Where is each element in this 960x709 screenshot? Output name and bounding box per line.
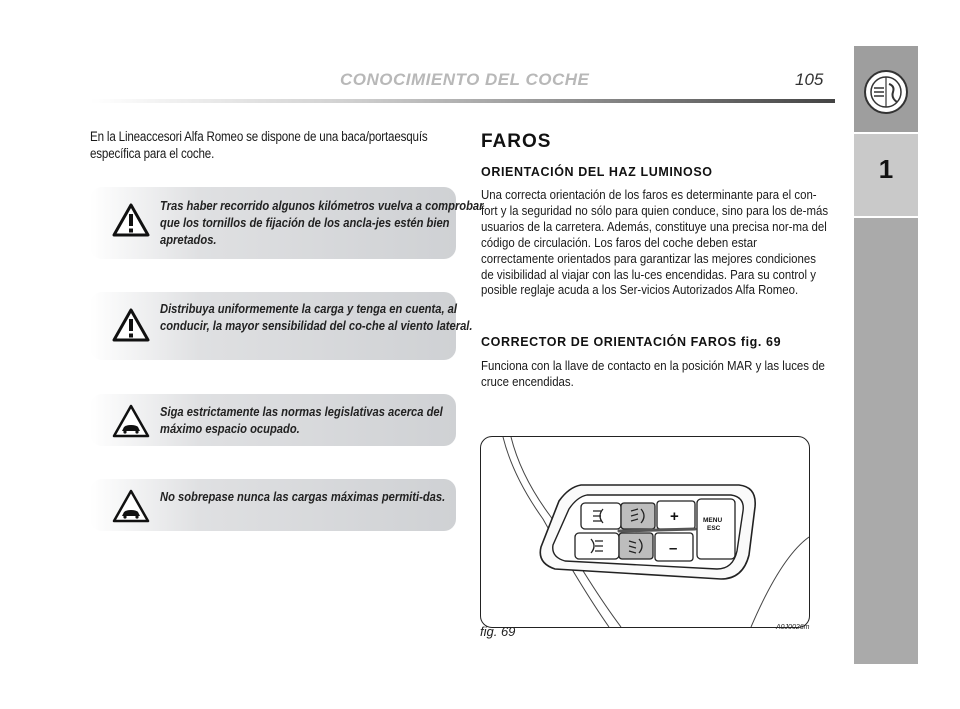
subsection-title-1: ORIENTACIÓN DEL HAZ LUMINOSO <box>481 165 713 179</box>
callout-car-2 <box>90 479 456 531</box>
callout-text: Siga estrictamente las normas legislativas acerca del máximo espacio ocupado. <box>160 404 443 436</box>
subsection-text-1: Una correcta orientación de los faros es determinante para el con-fort y la seguridad no sólo para quien conduce, sino para los de-más usuarios de la carretera. Además, constituye una precisa nor-ma del código de circulación. Los faros del coche deben estar correctamente orientados para garantizar las mejores condiciones de visibilidad al viajar con las lu-ces encendidas. Para su control y posible reglaje acuda a los Ser-vicios Autorizados Alfa Romeo. <box>481 187 829 298</box>
callout-text: No sobrepase nunca las cargas máximas permiti-das. <box>160 489 446 504</box>
esc-button-label: ESC <box>707 525 721 532</box>
plus-button-label: + <box>670 508 679 525</box>
minus-button-label: – <box>669 540 678 557</box>
alfa-romeo-logo-icon <box>862 68 910 116</box>
warning-triangle-icon <box>112 308 150 342</box>
callout-car-1 <box>90 394 456 446</box>
warning-triangle-icon <box>112 203 150 237</box>
left-column <box>90 128 456 162</box>
subsection-text-2: Funciona con la llave de contacto en la posición MAR y las luces de cruce encendidas. <box>481 358 825 389</box>
car-road-icon <box>112 489 150 523</box>
car-road-icon <box>112 404 150 438</box>
figure-69 <box>480 436 810 628</box>
figure-code: A0J0026m <box>776 624 810 631</box>
page-header-title: CONOCIMIENTO DEL COCHE <box>340 70 590 89</box>
chapter-number-cell <box>854 134 918 218</box>
section-title: FAROS <box>481 131 552 152</box>
logo-cell <box>854 46 918 134</box>
figure-caption: fig. 69 <box>480 624 516 639</box>
headlight-corrector-illustration <box>481 437 809 627</box>
callout-warning-2 <box>90 292 473 360</box>
chapter-number: 1 <box>878 154 894 184</box>
header-rule <box>90 99 835 103</box>
callout-text: Distribuya uniformemente la carga y tenga en cuenta, al conducir, la mayor sensibilidad del co-che al viento lateral. <box>160 301 473 333</box>
page-number: 105 <box>795 70 824 89</box>
callout-warning-1 <box>90 187 484 259</box>
chapter-side-tab <box>854 46 918 664</box>
intro-paragraph: En la Lineaccesori Alfa Romeo se dispone de una baca/portaesquís específica para el coche. <box>90 129 428 161</box>
subsection-title-2: CORRECTOR DE ORIENTACIÓN FAROS fig. 69 <box>481 335 782 349</box>
callout-text: Tras haber recorrido algunos kilómetros vuelva a comprobar que los tornillos de fijación de los ancla-jes estén bien apretados. <box>160 198 484 247</box>
menu-button-label: MENU <box>703 517 723 524</box>
